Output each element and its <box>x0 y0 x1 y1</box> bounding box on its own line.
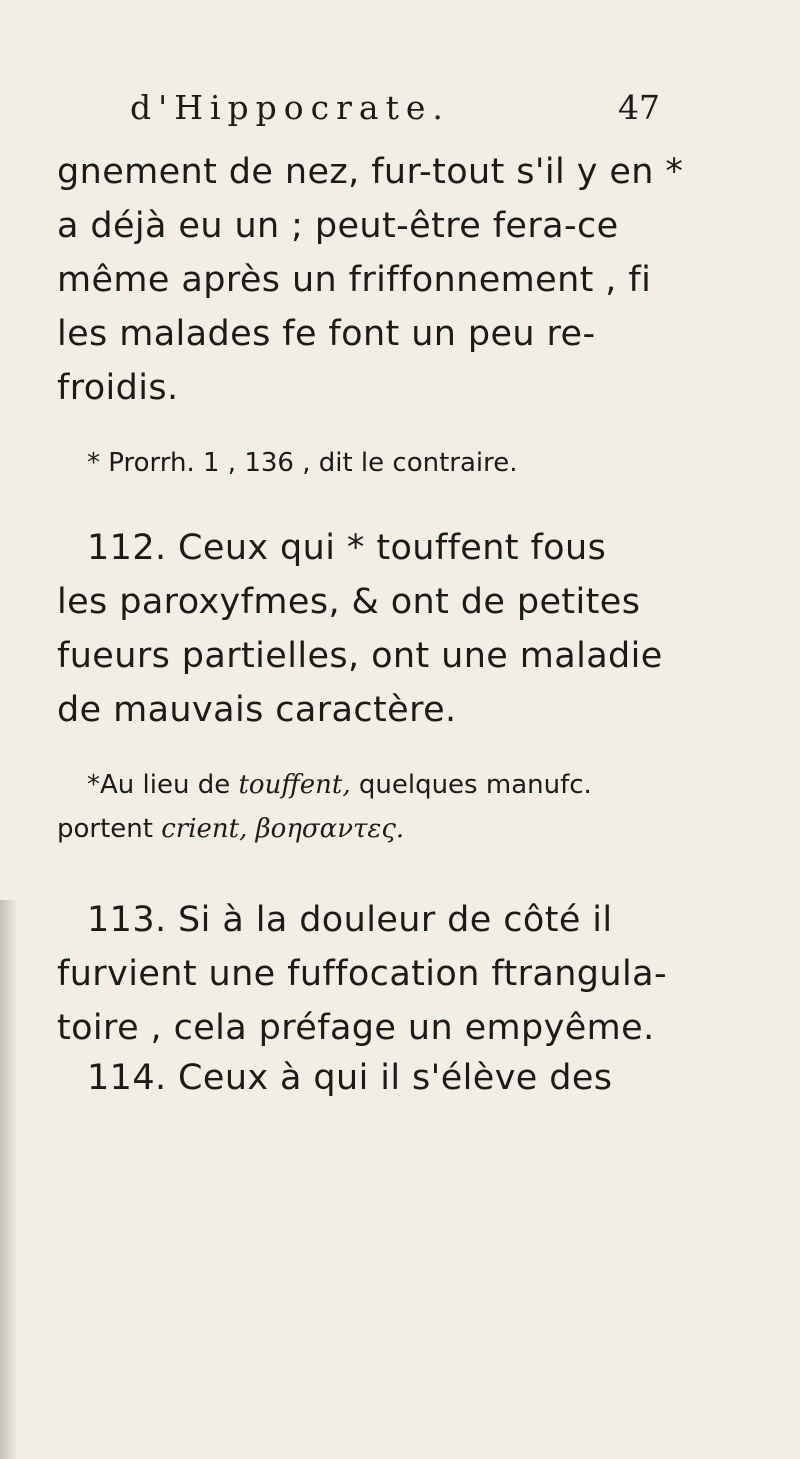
footnote-text: portent <box>57 814 162 844</box>
footnote-italic: touffent, <box>238 770 351 800</box>
running-title: d'Hippocrate. <box>130 88 450 127</box>
footnote: * Prorrh. 1 , 136 , dit le contraire. <box>87 448 518 478</box>
text-line: a déjà eu un ; peut-être fera-ce <box>57 206 619 246</box>
footnote-italic: crient, βοησαντες. <box>161 814 405 844</box>
footnote <box>57 814 404 844</box>
text-line: même après un friffonnement , fi <box>57 260 652 300</box>
aphorism-113-line: toire , cela préfage un empyême. <box>57 1008 655 1048</box>
aphorism-112-line: les paroxyfmes, & ont de petites <box>57 582 641 622</box>
aphorism-112-line: fueurs partielles, ont une maladie <box>57 636 663 676</box>
aphorism-112-line: 112. Ceux qui * touffent fous <box>87 528 607 568</box>
text-line: gnement de nez, fur-tout s'il y en * <box>57 152 684 192</box>
page-number: 47 <box>618 88 660 127</box>
text-line: froidis. <box>57 368 179 408</box>
aphorism-112-line: de mauvais caractère. <box>57 690 457 730</box>
footnote-text: quelques manufc. <box>350 770 592 800</box>
page-edge-shadow <box>0 900 18 1459</box>
page-header <box>130 88 660 132</box>
text-line: les malades fe font un peu re- <box>57 314 596 354</box>
aphorism-113-line: furvient une fuffocation ftrangula- <box>57 954 667 994</box>
aphorism-113-line: 113. Si à la douleur de côté il <box>87 900 613 940</box>
footnote-text: *Au lieu de <box>87 770 239 800</box>
aphorism-114-line: 114. Ceux à qui il s'élève des <box>87 1058 613 1098</box>
footnote <box>87 770 592 800</box>
